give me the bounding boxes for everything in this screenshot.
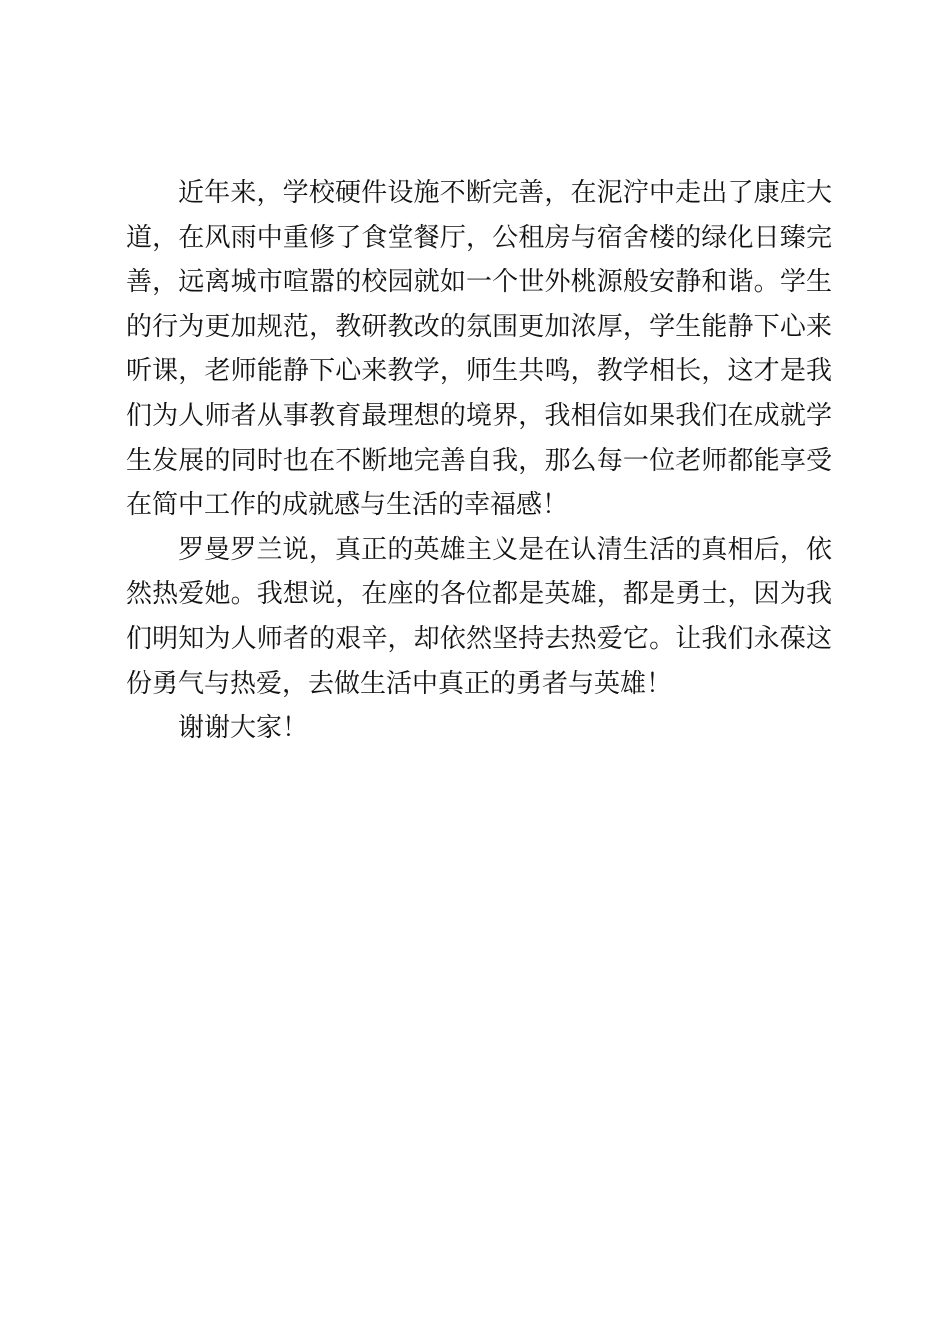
- text-line: 的行为更加规范，教研教改的氛围更加浓厚，学生能静下心来: [126, 311, 832, 342]
- text-line: 份勇气与热爱，去做生活中真正的勇者与英雄！: [126, 668, 673, 699]
- text-line: 们明知为人师者的艰辛，却依然坚持去热爱它。让我们永葆这: [126, 623, 832, 654]
- text-line: 近年来，学校硬件设施不断完善，在泥泞中走出了康庄大: [178, 178, 832, 208]
- document-body: [126, 171, 832, 751]
- text-line: 罗曼罗兰说，真正的英雄主义是在认清生活的真相后，依: [178, 534, 832, 565]
- paragraph-2: [126, 528, 832, 706]
- text-line: 道，在风雨中重修了食堂餐厅，公租房与宿舍楼的绿化日臻完: [126, 222, 832, 253]
- text-line: 生发展的同时也在不断地完善自我，那么每一位老师都能享受: [126, 445, 832, 476]
- closing-line: 谢谢大家！: [178, 713, 309, 744]
- text-line: 然热爱她。我想说，在座的各位都是英雄，都是勇士，因为我: [126, 579, 832, 610]
- text-line: 善，远离城市喧嚣的校园就如一个世外桃源般安静和谐。学生: [126, 267, 832, 298]
- paragraph-1: [126, 171, 832, 528]
- text-line: 们为人师者从事教育最理想的境界，我相信如果我们在成就学: [126, 400, 832, 431]
- paragraph-3: [126, 706, 832, 751]
- text-line: 在简中工作的成就感与生活的幸福感！: [126, 490, 569, 521]
- text-line: 听课，老师能静下心来教学，师生共鸣，教学相长，这才是我: [126, 356, 832, 387]
